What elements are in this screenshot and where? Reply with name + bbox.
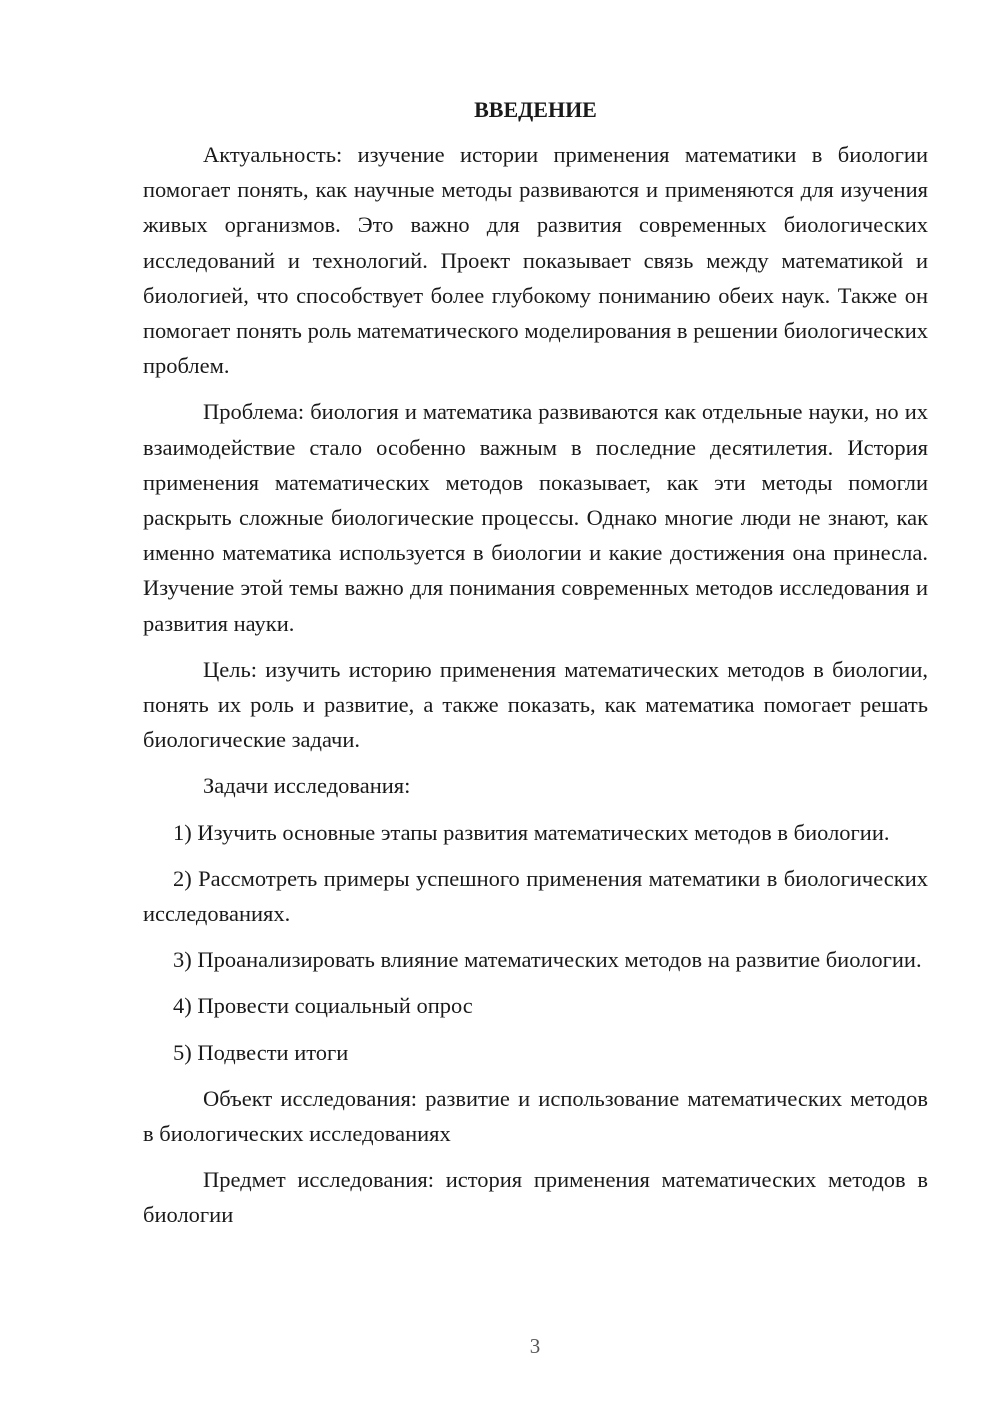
section-title: ВВЕДЕНИЕ xyxy=(474,97,597,122)
problem-paragraph: Проблема: биология и математика развиваются как отдельные науки, но их взаимодействие стало особенно важным в последние десятилетия. История применения математических методов показывает, как эти методы помогли раскрыть сложные биологические процессы. Однако многие люди не знают, как именно математика используется в биологии и какие достижения она принесла. Изучение этой темы важно для понимания современных методов исследования и развития науки. xyxy=(143,399,928,636)
task-item-3: 3) Проанализировать влияние математических методов на развитие биологии. xyxy=(173,947,922,973)
object-paragraph: Объект исследования: развитие и использование математических методов в биологических исследованиях xyxy=(143,1085,928,1147)
task-item-2: 2) Рассмотреть примеры успешного применения математики в биологических исследованиях. xyxy=(143,865,928,927)
document-body xyxy=(143,92,928,1244)
task-item-4: 4) Провести социальный опрос xyxy=(173,993,473,1019)
subject-paragraph: Предмет исследования: история применения математических методов в биологии xyxy=(143,1167,928,1228)
tasks-heading: Задачи исследования: xyxy=(203,773,411,799)
goal-paragraph: Цель: изучить историю применения математических методов в биологии, понять их роль и развитие, а также показать, как математика помогает решать биологические задачи. xyxy=(143,656,928,753)
relevance-paragraph: Актуальность: изучение истории применения математики в биологии помогает понять, как научные методы развиваются и применяются для изучения живых организмов. Это важно для развития современных биологических исследований и технологий. Проект показывает связь между математикой и биологией, что способствует более глубокому пониманию обеих наук. Также он помогает понять роль математического моделирования в решении биологических проблем. xyxy=(143,142,928,379)
task-item-1: 1) Изучить основные этапы развития математических методов в биологии. xyxy=(173,819,890,845)
task-item-5: 5) Подвести итоги xyxy=(173,1039,349,1065)
page-number: 3 xyxy=(529,1334,541,1358)
